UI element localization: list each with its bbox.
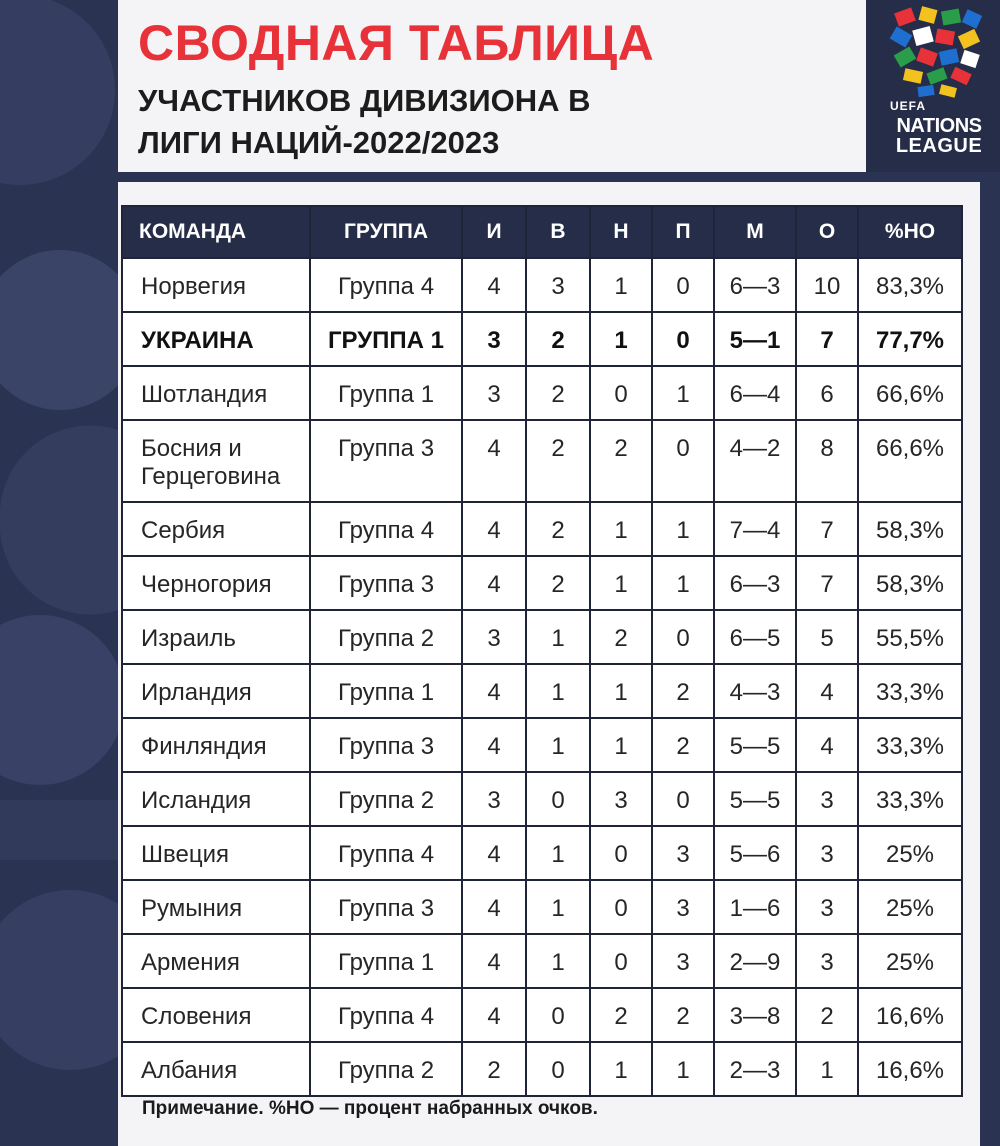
cell-played: 4 [462,880,526,934]
cell-points: 7 [796,556,858,610]
cell-team: Норвегия [122,258,310,312]
cell-points: 6 [796,366,858,420]
cell-won: 1 [526,718,590,772]
cell-played: 4 [462,258,526,312]
cell-won: 1 [526,934,590,988]
cell-team: Сербия [122,502,310,556]
cell-group: Группа 3 [310,880,462,934]
cell-pct: 58,3% [858,556,962,610]
cell-pct: 83,3% [858,258,962,312]
cell-pct: 77,7% [858,312,962,366]
cell-lost: 2 [652,988,714,1042]
cell-pct: 33,3% [858,772,962,826]
cell-pct: 66,6% [858,420,962,502]
cell-points: 4 [796,718,858,772]
cell-drawn: 1 [590,664,652,718]
cell-pct: 55,5% [858,610,962,664]
cell-drawn: 2 [590,420,652,502]
page-title: СВОДНАЯ ТАБЛИЦА [138,15,655,71]
table-row [122,826,962,880]
cell-goals: 2—9 [714,934,796,988]
cell-goals: 4—3 [714,664,796,718]
cell-pct: 33,3% [858,718,962,772]
cell-won: 1 [526,880,590,934]
table-row [122,610,962,664]
cell-drawn: 0 [590,366,652,420]
cell-points: 10 [796,258,858,312]
table-row [122,420,962,502]
cell-drawn: 0 [590,934,652,988]
cell-lost: 2 [652,718,714,772]
cell-played: 4 [462,934,526,988]
cell-pct: 25% [858,880,962,934]
cell-played: 4 [462,556,526,610]
cell-team: Румыния [122,880,310,934]
table-row [122,556,962,610]
cell-goals: 5—5 [714,772,796,826]
column-header: О [796,206,858,258]
table-body [122,258,962,1096]
cell-won: 2 [526,312,590,366]
cell-drawn: 1 [590,556,652,610]
cell-lost: 1 [652,502,714,556]
cell-played: 4 [462,988,526,1042]
cell-points: 7 [796,502,858,556]
cell-played: 3 [462,610,526,664]
cell-lost: 3 [652,826,714,880]
table-row [122,1042,962,1096]
cell-pct: 66,6% [858,366,962,420]
cell-lost: 1 [652,366,714,420]
cell-won: 0 [526,988,590,1042]
cell-team: Финляндия [122,718,310,772]
table-row [122,772,962,826]
cell-drawn: 1 [590,502,652,556]
cell-drawn: 1 [590,718,652,772]
cell-goals: 6—4 [714,366,796,420]
table-row [122,366,962,420]
cell-played: 4 [462,420,526,502]
cell-group: Группа 2 [310,610,462,664]
cell-group: Группа 2 [310,1042,462,1096]
cell-team: УКРАИНА [122,312,310,366]
logo-line-3: LEAGUE [895,135,983,157]
cell-pct: 58,3% [858,502,962,556]
cell-drawn: 3 [590,772,652,826]
cell-played: 3 [462,366,526,420]
cell-played: 4 [462,664,526,718]
page-subtitle [138,80,591,164]
cell-lost: 1 [652,1042,714,1096]
cell-won: 2 [526,556,590,610]
cell-goals: 7—4 [714,502,796,556]
cell-won: 3 [526,258,590,312]
cell-won: 0 [526,1042,590,1096]
cell-team: Албания [122,1042,310,1096]
column-header: ГРУППА [310,206,462,258]
cell-lost: 0 [652,420,714,502]
cell-group: Группа 4 [310,502,462,556]
cell-group: Группа 3 [310,420,462,502]
cell-points: 5 [796,610,858,664]
cell-drawn: 0 [590,826,652,880]
logo-wordmark [880,96,998,156]
cell-won: 0 [526,772,590,826]
cell-lost: 1 [652,556,714,610]
cell-group: Группа 1 [310,664,462,718]
subtitle-part-a: УЧАСТНИКОВ [138,83,360,118]
cell-team: Исландия [122,772,310,826]
column-header: В [526,206,590,258]
cell-points: 4 [796,664,858,718]
cell-group: Группа 3 [310,718,462,772]
cell-group: Группа 2 [310,772,462,826]
cell-pct: 25% [858,934,962,988]
cell-team: Израиль [122,610,310,664]
table-row [122,988,962,1042]
footnote: Примечание. %НО — процент набранных очков. [142,1098,598,1119]
cell-goals: 5—1 [714,312,796,366]
table-row [122,718,962,772]
cell-played: 3 [462,312,526,366]
cell-lost: 3 [652,934,714,988]
cell-group: Группа 4 [310,826,462,880]
cell-pct: 16,6% [858,1042,962,1096]
cell-played: 4 [462,502,526,556]
cell-goals: 4—2 [714,420,796,502]
cell-played: 4 [462,826,526,880]
column-header: И [462,206,526,258]
column-header: Н [590,206,652,258]
cell-goals: 5—5 [714,718,796,772]
cell-pct: 16,6% [858,988,962,1042]
cell-points: 1 [796,1042,858,1096]
cell-goals: 6—5 [714,610,796,664]
cell-drawn: 2 [590,988,652,1042]
cell-goals: 2—3 [714,1042,796,1096]
table-header-row [122,206,962,258]
cell-points: 3 [796,826,858,880]
cell-group: Группа 1 [310,366,462,420]
cell-won: 2 [526,502,590,556]
cell-team: Черногория [122,556,310,610]
cell-goals: 1—6 [714,880,796,934]
cell-played: 2 [462,1042,526,1096]
cell-drawn: 2 [590,610,652,664]
cell-drawn: 1 [590,312,652,366]
cell-lost: 0 [652,312,714,366]
cell-won: 1 [526,610,590,664]
table-row [122,502,962,556]
table-row [122,880,962,934]
cell-points: 2 [796,988,858,1042]
cell-group: Группа 3 [310,556,462,610]
cell-points: 3 [796,772,858,826]
cell-team: Швеция [122,826,310,880]
cell-points: 3 [796,880,858,934]
logo-line-2: NATIONS [896,115,982,137]
cell-pct: 33,3% [858,664,962,718]
cell-lost: 2 [652,664,714,718]
cell-won: 1 [526,664,590,718]
cell-team: Армения [122,934,310,988]
cell-pct: 25% [858,826,962,880]
table-row [122,934,962,988]
cell-team: Босния и Герцеговина [122,420,310,502]
cell-lost: 0 [652,772,714,826]
standings-table [121,205,963,1097]
cell-played: 4 [462,718,526,772]
cell-points: 3 [796,934,858,988]
cell-lost: 0 [652,258,714,312]
cell-drawn: 0 [590,880,652,934]
cell-goals: 3—8 [714,988,796,1042]
cell-points: 8 [796,420,858,502]
cell-team: Ирландия [122,664,310,718]
subtitle-part-b: ДИВИЗИОНА В [359,83,591,118]
cell-won: 1 [526,826,590,880]
cell-goals: 6—3 [714,556,796,610]
cell-goals: 6—3 [714,258,796,312]
cell-played: 3 [462,772,526,826]
cell-team: Словения [122,988,310,1042]
cell-team: Шотландия [122,366,310,420]
cell-group: Группа 4 [310,988,462,1042]
subtitle-line-2: ЛИГИ НАЦИЙ-2022/2023 [138,125,500,160]
cell-group: Группа 1 [310,934,462,988]
logo-line-1: UEFA [890,99,927,113]
table-row [122,312,962,366]
cell-drawn: 1 [590,1042,652,1096]
column-header: %НО [858,206,962,258]
cell-group: ГРУППА 1 [310,312,462,366]
cell-lost: 0 [652,610,714,664]
column-header: П [652,206,714,258]
cell-goals: 5—6 [714,826,796,880]
table-row [122,664,962,718]
cell-won: 2 [526,420,590,502]
column-header: КОМАНДА [122,206,310,258]
cell-drawn: 1 [590,258,652,312]
table-row [122,258,962,312]
cell-lost: 3 [652,880,714,934]
cell-group: Группа 4 [310,258,462,312]
cell-won: 2 [526,366,590,420]
cell-points: 7 [796,312,858,366]
column-header: М [714,206,796,258]
